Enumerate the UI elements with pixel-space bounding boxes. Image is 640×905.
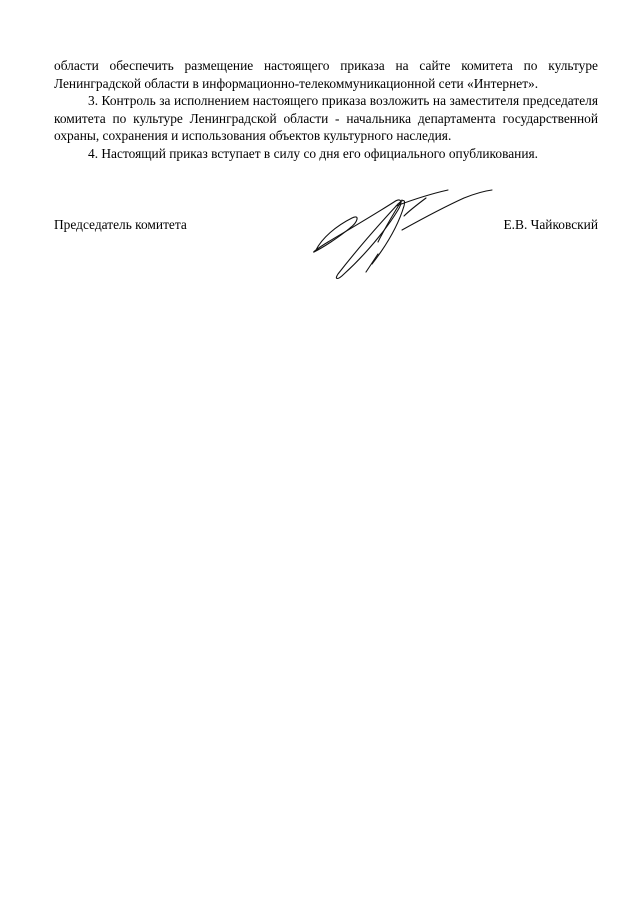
handwritten-signature [308, 186, 496, 286]
signatory-name: Е.В. Чайковский [503, 217, 598, 232]
paragraph-control: 3. Контроль за исполнением настоящего приказа возложить на заместителя председателя комитета по культуре Ленинградской области - начальника департамента государственной охраны, сохранения и использования объектов культурного наследия. [54, 93, 598, 143]
signatory-position: Председатель комитета [54, 217, 187, 232]
paragraph-publication: области обеспечить размещение настоящего приказа на сайте комитета по культуре Ленинградской области в информационно-телекоммуникационной сети «Интернет». [54, 58, 598, 91]
document-body [54, 57, 598, 162]
paragraph-effective-date: 4. Настоящий приказ вступает в силу со дня его официального опубликования. [88, 145, 538, 161]
